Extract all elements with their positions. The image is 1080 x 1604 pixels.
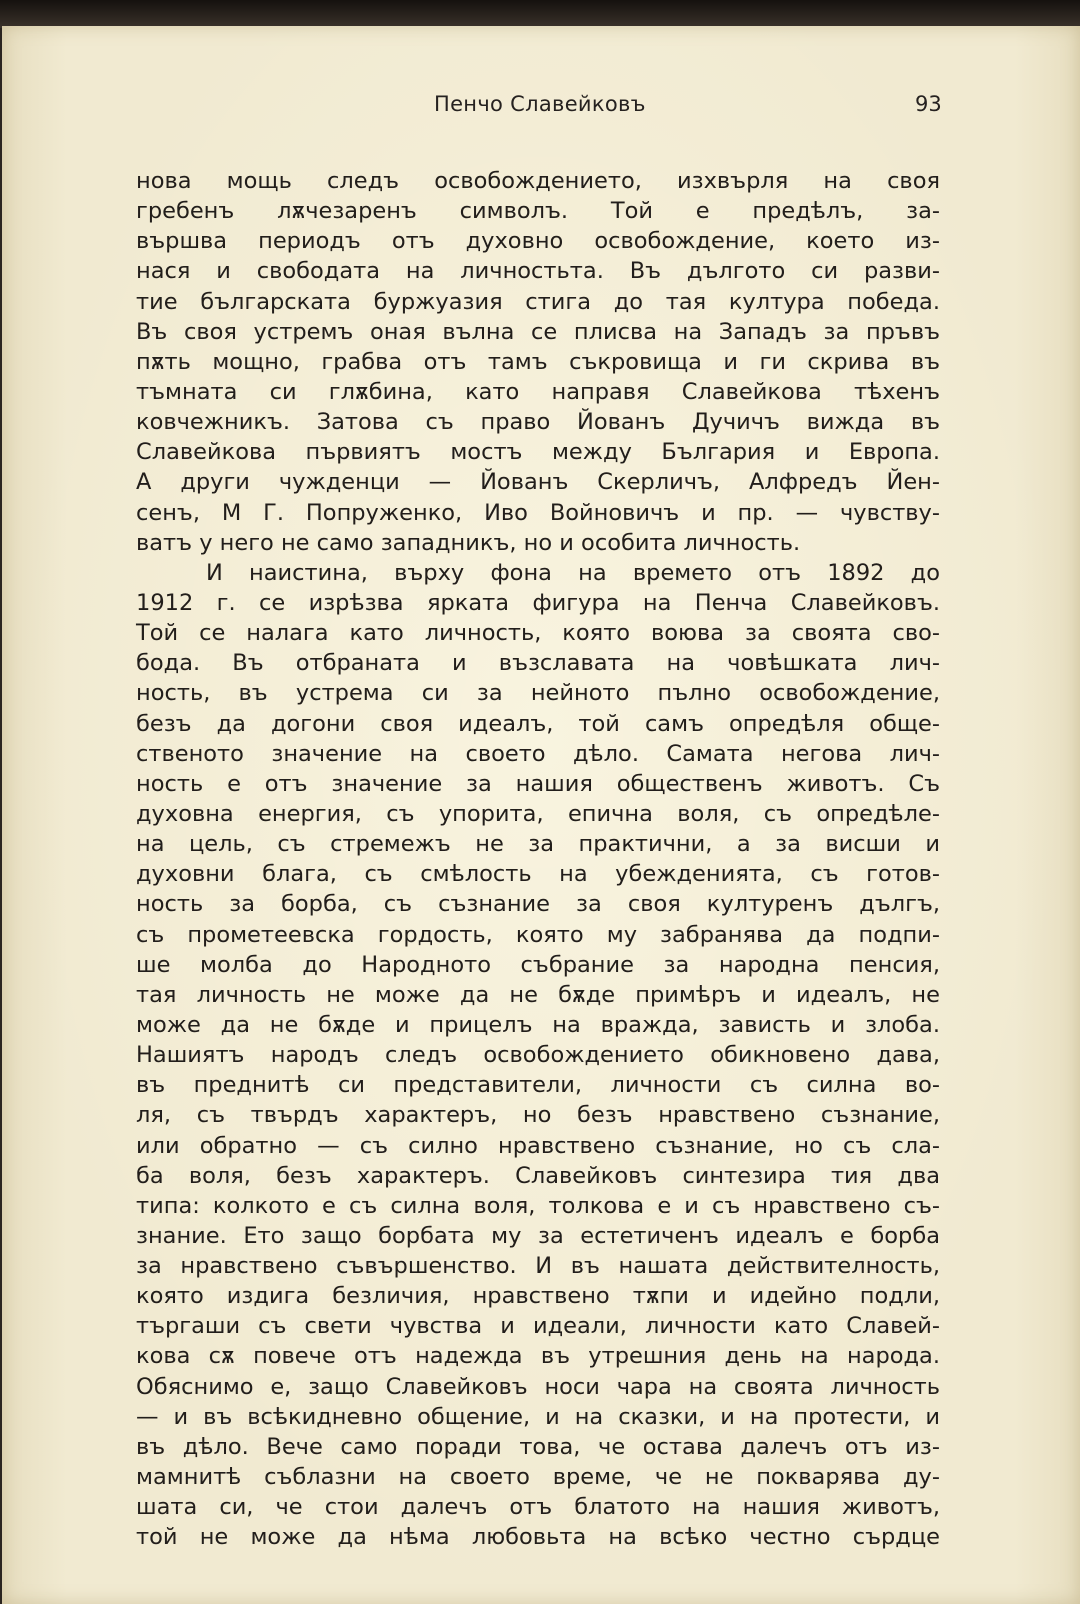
text-line: ковчежникъ. Затова съ право Йованъ Дучичъ вижда въ: [136, 409, 940, 436]
text-line: духовни блага, съ смѣлость на убежденията, съ готов-: [136, 861, 940, 888]
text-line: търгаши съ свети чувства и идеали, личности като Славей-: [136, 1313, 940, 1340]
text-line: 1912 г. се изрѣзва ярката фигура на Пенча Славейковъ.: [136, 589, 940, 616]
text-line: за нравствено съвършенство. И въ нашата действителность,: [136, 1253, 940, 1280]
text-line: ля, съ твърдъ характеръ, но безъ нравствено съзнание,: [136, 1102, 940, 1129]
paragraph-end-line: ватъ у него не само западникъ, но и особита личность.: [136, 529, 801, 556]
text-line: нася и свободата на личностьта. Въ дългото си разви-: [136, 258, 940, 285]
text-line: типа: колкото е съ силна воля, толкова е и съ нравствено съ-: [136, 1192, 940, 1219]
text-line: пѫть мощно, грабва отъ тамъ съкровища и ги скрива въ: [136, 348, 940, 375]
text-line: безъ да догони своя идеалъ, той самъ опредѣля обще-: [136, 710, 940, 737]
text-line: или обратно — съ силно нравствено съзнание, но съ сла-: [136, 1132, 940, 1159]
text-line: той не може да нѣма любовьта на всѣко честно сърдце: [136, 1524, 940, 1551]
text-line: ба воля, безъ характеръ. Славейковъ синтезира тия два: [136, 1162, 940, 1189]
text-line: сенъ, М Г. Попруженко, Иво Войновичъ и пр. — чувству-: [136, 499, 940, 526]
text-line: въ преднитѣ си представители, личности съ силна во-: [136, 1072, 940, 1099]
text-line: кова сѫ повече отъ надежда въ утрешния день на народа.: [136, 1343, 940, 1370]
text-line: тъмната си глѫбина, като направя Славейкова тѣхенъ: [136, 378, 940, 405]
text-line: на цель, съ стремежъ не за практични, а за висши и: [136, 831, 940, 858]
text-line: ность за борба, съ съзнание за своя културенъ дългъ,: [136, 891, 940, 918]
text-line: съ прометеевска гордость, която му забранява да подпи-: [136, 921, 940, 948]
text-line: тая личность не може да не бѫде примѣръ и идеалъ, не: [136, 981, 940, 1008]
text-line: знание. Ето защо борбата му за естетиченъ идеалъ е борба: [136, 1222, 940, 1249]
text-line: шата си, че стои далечъ отъ блатото на нашия животъ,: [136, 1494, 940, 1521]
paragraph-start-line: И наистина, върху фона на времето отъ 1892 до: [206, 559, 940, 586]
text-line: мамнитѣ съблазни на своето време, че не покварява ду-: [136, 1464, 940, 1491]
text-line: гребенъ лѫчезаренъ символъ. Той е предѣлъ, за-: [136, 198, 940, 225]
text-line: бода. Въ отбраната и възславата на човѣшката лич-: [136, 650, 940, 677]
text-line: вършва периодъ отъ духовно освобождение, което из-: [136, 228, 940, 255]
scan-top-edge: [0, 0, 1080, 28]
text-line: която издига безличия, нравствено тѫпи и идейно подли,: [136, 1283, 940, 1310]
text-line: ность, въ устрема си за нейното пълно освобождение,: [136, 680, 940, 707]
text-line: Нашиятъ народъ следъ освобождението обикновено дава,: [136, 1042, 940, 1069]
page-number: 93: [915, 92, 942, 116]
text-line: А други чужденци — Йованъ Скерличъ, Алфредъ Йен-: [136, 469, 940, 496]
text-line: въ дѣло. Вече само поради това, че остава далечъ отъ из-: [136, 1433, 940, 1460]
text-line: Въ своя устремъ оная вълна се плисва на Западъ за пръвъ: [136, 318, 940, 345]
text-line: — и въ всѣкидневно общение, и на сказки, и на протести, и: [136, 1403, 940, 1430]
page-header: [2, 92, 1080, 126]
text-line: може да не бѫде и прицелъ на вражда, зависть и злоба.: [136, 1011, 940, 1038]
text-line: ность е отъ значение за нашия общественъ животъ. Съ: [136, 770, 940, 797]
text-line: Обяснимо е, защо Славейковъ носи чара на своята личность: [136, 1373, 940, 1400]
text-line: нова мощь следъ освобождението, изхвърля на своя: [136, 168, 940, 194]
text-line: Славейкова първиятъ мостъ между България и Европа.: [136, 439, 940, 466]
text-line: тие българската буржуазия стига до тая култура победа.: [136, 288, 940, 315]
running-title: Пенчо Славейковъ: [434, 92, 646, 116]
text-line: Той се налага като личность, която воюва за своята сво-: [136, 620, 940, 647]
text-line: духовна енергия, съ упорита, епична воля, съ опредѣле-: [136, 800, 940, 827]
body-text: [136, 166, 940, 1552]
book-page: [2, 26, 1080, 1604]
text-line: ше молба до Народното събрание за народна пенсия,: [136, 951, 940, 978]
text-line: ственото значение на своето дѣло. Самата негова лич-: [136, 740, 940, 767]
